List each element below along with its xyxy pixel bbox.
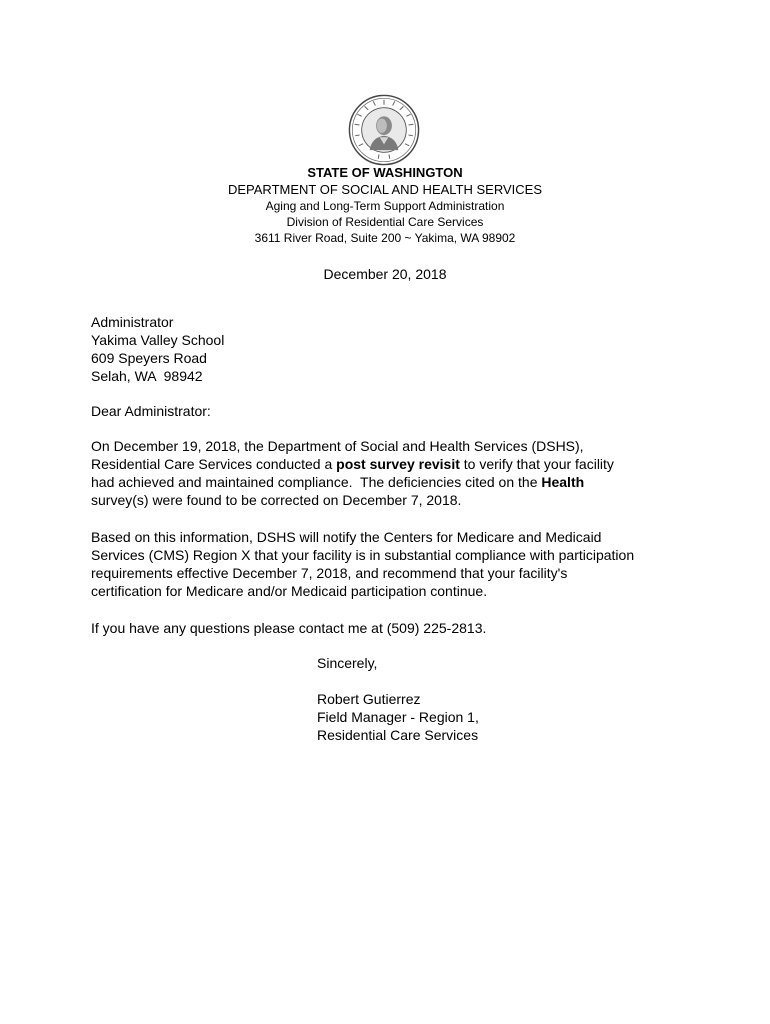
paragraph1-line2-text-b: to verify that your facility [459,456,614,472]
department-name: DEPARTMENT OF SOCIAL AND HEALTH SERVICES [228,182,542,197]
recipient-title: Administrator [91,314,174,330]
paragraph2-line1: Based on this information, DSHS will notify the Centers for Medicare and Medicaid [91,529,602,545]
salutation: Dear Administrator: [91,403,211,419]
signer-name: Robert Gutierrez [317,691,421,707]
signer-title: Field Manager - Region 1, [317,709,479,725]
state-name: STATE OF WASHINGTON [307,165,463,180]
signature-block [317,690,479,744]
paragraph2-line3: requirements effective December 7, 2018, and recommend that your facility's [91,565,568,581]
recipient-city-state-zip: Selah, WA 98942 [91,368,203,384]
washington-state-seal-icon [348,94,420,166]
letterhead-address: 3611 River Road, Suite 200 ~ Yakima, WA 98902 [254,231,516,245]
paragraph1-line4: survey(s) were found to be corrected on December 7, 2018. [91,492,462,508]
recipient-street: 609 Speyers Road [91,350,207,366]
post-survey-revisit-emphasis: post survey revisit [336,456,460,472]
paragraph1-line2 [91,455,711,473]
recipient-facility: Yakima Valley School [91,332,225,348]
paragraph1-line3-text: had achieved and maintained compliance. The deficiencies cited on the [91,474,542,490]
division-name: Division of Residential Care Services [286,215,484,229]
paragraph-survey-revisit [91,437,711,509]
paragraph1-line2-text-a: Residential Care Services conducted a [91,456,337,472]
valediction: Sincerely, [317,655,378,671]
health-emphasis: Health [541,474,585,490]
recipient-address [91,313,711,385]
paragraph1-line3 [91,473,711,491]
signer-unit: Residential Care Services [317,727,479,743]
paragraph1-line1: On December 19, 2018, the Department of Social and Health Services (DSHS), [91,438,584,454]
paragraph2-line2: Services (CMS) Region X that your facility is in substantial compliance with participation [91,547,635,563]
letter-date: December 20, 2018 [323,266,447,282]
paragraph-cms-notification [91,528,711,600]
paragraph2-line4: certification for Medicare and/or Medicaid participation continue. [91,583,488,599]
administration-name: Aging and Long-Term Support Administration [265,199,505,213]
letterhead [0,164,770,246]
paragraph-contact: If you have any questions please contact me at (509) 225-2813. [91,620,487,636]
